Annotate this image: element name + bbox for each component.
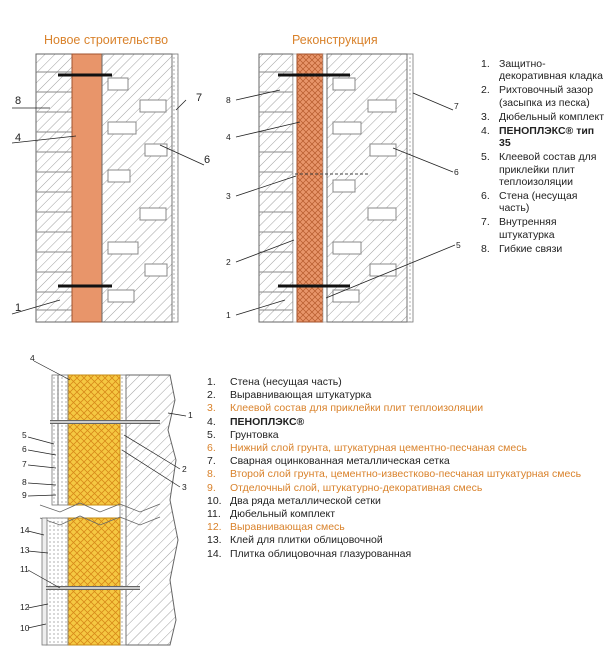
title-reconstruction: Реконструкция	[292, 33, 378, 47]
right-label-6: 6	[454, 167, 459, 177]
bottom-label-14: 14	[20, 525, 30, 535]
bottom-label-7: 7	[22, 459, 27, 469]
bottom-insulation-lower-texture	[68, 518, 120, 645]
bottom-legend-item: 2. Выравнивающая штукатурка	[207, 389, 372, 402]
leveling-gap	[293, 54, 297, 322]
bottom-legend-item: 10. Два ряда металлической сетки	[207, 494, 381, 507]
top-legend-item: 4. ПЕНОПЛЭКС® тип 35	[481, 125, 595, 150]
bottom-legend-item: 11. Дюбельный комплект	[207, 508, 336, 521]
right-label-5: 5	[456, 240, 461, 250]
bottom-label-8: 8	[22, 477, 27, 487]
facing-masonry	[36, 54, 72, 322]
bottom-plaster-layers	[52, 375, 68, 505]
bottom-legend-item: 13. Клей для плитки облицовочной	[207, 534, 383, 547]
facing-masonry-r	[259, 54, 293, 322]
top-legend-item: 6. Стена (несущая часть)	[481, 190, 578, 215]
top-legend-item: 2. Рихтовочный зазор (засыпка из песка)	[481, 84, 594, 109]
bottom-legend	[207, 376, 597, 561]
left-label-4: 4	[15, 132, 22, 144]
bottom-label-9: 9	[22, 490, 27, 500]
bottom-label-10: 10	[20, 623, 30, 633]
bottom-legend-item: 14. Плитка облицовочная глазурованная	[207, 547, 412, 560]
bottom-legend-item: 12. Выравнивающая смесь	[207, 521, 345, 534]
bottom-legend-item: 7. Сварная оцинкованная металлическая сетка	[207, 455, 450, 468]
right-label-3: 3	[226, 191, 231, 201]
title-new-construction: Новое строительство	[44, 33, 169, 47]
right-label-1: 1	[226, 310, 231, 320]
inner-plaster-r	[407, 54, 413, 322]
left-label-8: 8	[15, 95, 22, 107]
right-label-2: 2	[226, 257, 231, 267]
bottom-insulation-upper-texture	[68, 375, 120, 505]
bottom-legend-item: 4. ПЕНОПЛЭКС®	[207, 415, 305, 428]
bottom-legend-item: 5. Грунтовка	[207, 428, 279, 441]
top-legend-item: 8. Гибкие связи	[481, 242, 563, 255]
diagram-reconstruction	[226, 54, 461, 322]
bottom-leveling-plaster	[120, 375, 126, 645]
bottom-legend-item: 6. Нижний слой грунта, штукатурная цементно-песчаная смесь	[207, 442, 527, 455]
bottom-label-11: 11	[20, 564, 29, 574]
diagram-facade-section	[20, 353, 193, 645]
bottom-tile-layers	[46, 518, 68, 645]
diagram-new-construction	[12, 54, 210, 322]
bottom-legend-item: 1. Стена (несущая часть)	[207, 376, 342, 388]
bottom-label-13: 13	[20, 545, 30, 555]
bottom-label-3: 3	[182, 482, 187, 492]
bottom-label-4: 4	[30, 353, 35, 363]
bottom-legend-item: 9. Отделочный слой, штукатурно-декоративная смесь	[207, 481, 483, 494]
top-legend-item: 3. Дюбельный комплект	[481, 110, 605, 123]
bottom-label-2: 2	[182, 464, 187, 474]
right-label-4: 4	[226, 132, 231, 142]
bottom-label-1: 1	[188, 410, 193, 420]
bottom-label-6: 6	[22, 444, 27, 454]
insulation-texture-r	[297, 54, 323, 322]
left-label-6: 6	[204, 154, 211, 166]
bottom-label-5: 5	[22, 430, 27, 440]
bottom-label-12: 12	[20, 602, 30, 612]
right-label-7: 7	[454, 101, 459, 111]
top-legend-item: 1. Защитно-декоративная кладка	[481, 58, 603, 83]
load-bearing-wall	[102, 54, 172, 322]
bottom-legend-item: 8. Второй слой грунта, цементно-известково-песчаная штукатурная смесь	[207, 468, 582, 481]
bottom-wall	[126, 375, 178, 645]
left-label-7: 7	[196, 92, 203, 104]
top-legend-item: 7. Внутренняя штукатурка	[481, 216, 557, 241]
top-legend-item: 5. Клеевой состав для приклейки плит теплоизоляции	[481, 151, 597, 188]
top-legend	[481, 58, 606, 257]
bottom-tiles	[42, 518, 47, 645]
left-label-1: 1	[15, 302, 22, 314]
right-label-8: 8	[226, 95, 231, 105]
insulation-board	[72, 54, 102, 322]
adhesive-layer	[323, 54, 327, 322]
bottom-legend-item: 3. Клеевой состав для приклейки плит теплоизоляции	[207, 402, 484, 415]
inner-plaster	[172, 54, 178, 322]
